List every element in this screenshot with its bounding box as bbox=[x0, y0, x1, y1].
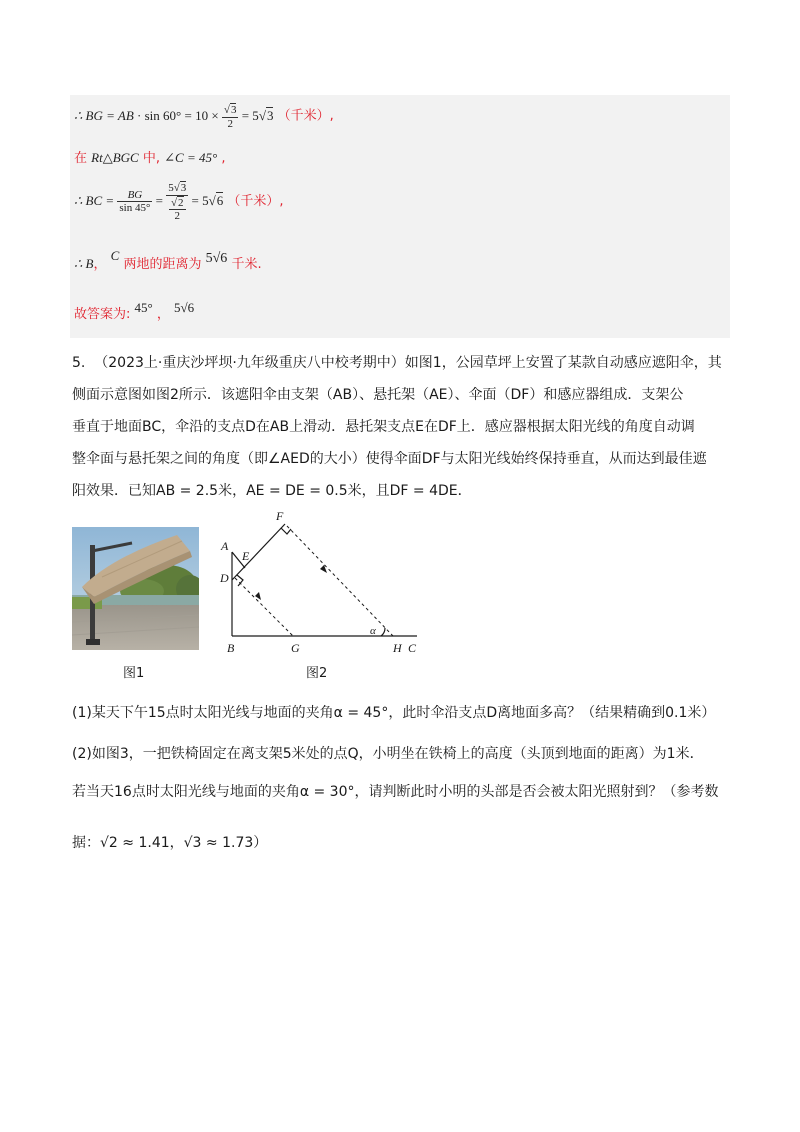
distance-value: 5√6 bbox=[205, 251, 228, 266]
label-alpha: α bbox=[370, 625, 376, 637]
problem-line-4: 整伞面与悬托架之间的角度（即∠AED的大小）使得伞面DF与太阳光线始终保持垂直，从而达到最佳遮 bbox=[72, 451, 707, 467]
fig2-caption: 图2 bbox=[306, 666, 328, 681]
umbrella-diagram bbox=[215, 508, 425, 658]
problem-source: （2023上·重庆沙坪坝·九年级重庆八中校考期中） bbox=[94, 355, 405, 371]
solution-box bbox=[70, 95, 730, 338]
problem-line-5: 阳效果．已知AB = 2.5米，AE = DE = 0.5米，且DF = 4DE． bbox=[72, 483, 472, 499]
text-zai: 在 bbox=[74, 151, 88, 166]
right-angle-f bbox=[281, 528, 291, 534]
unit-km-1: （千米）, bbox=[277, 108, 334, 124]
label-f: F bbox=[276, 509, 284, 523]
point-c: C bbox=[110, 248, 120, 263]
solution-line-5: 故答案为: 45° ， 5√6 bbox=[74, 300, 195, 322]
answer-angle: 45° bbox=[134, 300, 153, 315]
angle-c: ∠C = 45° bbox=[164, 150, 218, 165]
fig1-caption: 图1 bbox=[123, 666, 145, 681]
sun-ray-dg bbox=[235, 578, 293, 636]
canopy-df bbox=[232, 524, 285, 580]
solution-line-3 bbox=[74, 181, 284, 223]
triangle-bgc: Rt△BGC bbox=[91, 150, 139, 165]
label-b: B bbox=[227, 641, 235, 655]
comma: , bbox=[221, 151, 226, 166]
problem-line-1 bbox=[72, 352, 722, 372]
label-e: E bbox=[242, 549, 250, 563]
solution-line-2 bbox=[74, 147, 225, 166]
unit-km-2: （千米）, bbox=[227, 193, 284, 209]
answer-label: 故答案为: bbox=[74, 307, 131, 322]
text-zhong: 中, bbox=[142, 151, 160, 166]
label-c: C bbox=[408, 641, 417, 655]
sun-ray-fh bbox=[287, 526, 393, 636]
question-2-line-1: (2)如图3，一把铁椅固定在离支架5米处的点Q，小明坐在铁椅上的高度（头顶到地面的距离）为1米． bbox=[72, 746, 704, 762]
angle-alpha-arc bbox=[381, 628, 385, 636]
umbrella-photo bbox=[72, 527, 199, 650]
solution-line-4: ∴ B， C 两地的距离为 5√6 千米. bbox=[74, 248, 262, 272]
formula-bc: ∴ BC = $\frac{BG}{\sin 45^\circ}$ = $\frac{5√3}{\frac{√2}{2}}$ = 5√6 bbox=[74, 182, 224, 223]
answer-distance: 5√6 bbox=[174, 300, 195, 315]
label-g: G bbox=[291, 641, 300, 655]
therefore-b: ∴ B bbox=[74, 256, 94, 271]
solution-line-1 bbox=[74, 103, 334, 130]
question-2-line-3: 据：√2 ≈ 1.41，√3 ≈ 1.73） bbox=[72, 835, 268, 851]
question-2-line-2: 若当天16点时太阳光线与地面的夹角α = 30°，请判断此时小明的头部是否会被太阳光照射到？（参考数 bbox=[72, 784, 719, 800]
ray-arrow-1 bbox=[255, 592, 261, 600]
label-h: H bbox=[393, 641, 402, 655]
problem-line-3: 垂直于地面BC，伞沿的支点D在AB上滑动．悬托架支点E在DF上．感应器根据太阳光线的角度自动调 bbox=[72, 419, 695, 435]
problem-intro: 如图1，公园草坪上安置了某款自动感应遮阳伞，其 bbox=[404, 355, 722, 371]
right-angle-d bbox=[237, 575, 243, 586]
label-d: D bbox=[220, 571, 229, 585]
question-1: (1)某天下午15点时太阳光线与地面的夹角α = 45°，此时伞沿支点D离地面多高？（结果精确到0.1米） bbox=[72, 705, 716, 721]
unit-km-3: 千米. bbox=[231, 257, 262, 272]
formula-bg: ∴ BG = AB · sin 60° = 10 × $\frac{√3}{2}$ = 5√3 bbox=[74, 104, 274, 130]
problem-number: 5. bbox=[72, 355, 86, 371]
label-a: A bbox=[221, 539, 229, 553]
distance-text: 两地的距离为 bbox=[123, 257, 202, 272]
problem-line-2: 侧面示意图如图2所示．该遮阳伞由支架（AB）、悬托架（AE）、伞面（DF）和感应器组成．支架公 bbox=[72, 387, 684, 403]
